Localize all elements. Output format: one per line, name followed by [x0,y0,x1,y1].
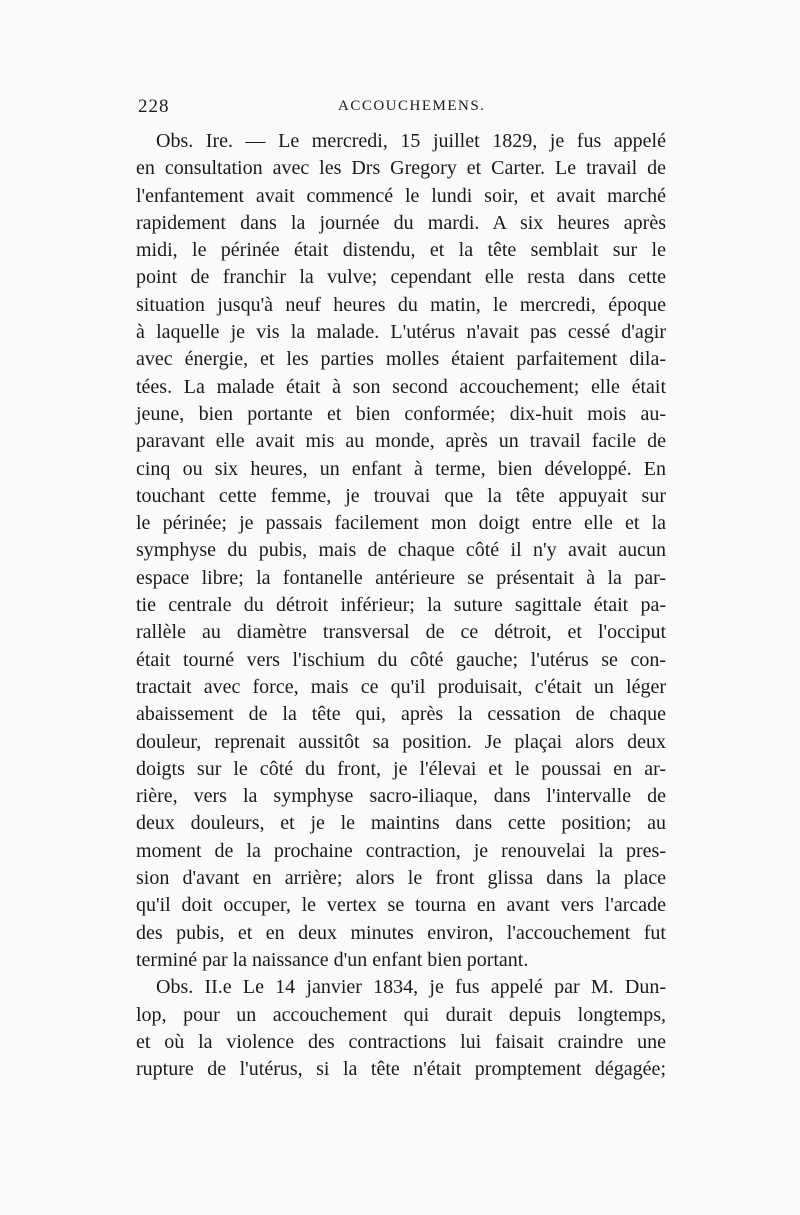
text-line: Obs. II.e Le 14 janvier 1834, je fus appelé par M. Dun- [156,976,666,999]
text-line: rallèle au diamètre transversal de ce détroit, et l'occiput [136,621,666,644]
text-line: était tourné vers l'ischium du côté gauche; l'utérus se con- [136,648,666,671]
text-line: terminé par la naissance d'un enfant bien portant. [136,948,529,971]
text-line: midi, le périnée était distendu, et la tête semblait sur le [136,239,666,262]
text-line: en consultation avec les Drs Gregory et Carter. Le travail de [136,157,666,180]
text-line: des pubis, et en deux minutes environ, l'accouchement fut [136,921,666,944]
text-line: tie centrale du détroit inférieur; la suture sagittale était pa- [136,594,666,617]
text-line: lop, pour un accouchement qui durait depuis longtemps, [136,1003,666,1026]
text-line: doigts sur le côté du front, je l'élevai et le poussai en ar- [136,757,666,780]
text-line: Obs. Ire. — Le mercredi, 15 juillet 1829, je fus appelé [156,130,666,152]
text-line: et où la violence des contractions lui faisait craindre une [136,1030,666,1053]
text-line: sion d'avant en arrière; alors le front glissa dans la place [136,867,666,890]
running-head: ACCOUCHEMENS. [338,98,486,114]
text-line: à laquelle je vis la malade. L'utérus n'avait pas cessé d'agir [136,321,666,344]
text-line: situation jusqu'à neuf heures du matin, le mercredi, époque [136,293,666,316]
text-line: rapidement dans la journée du mardi. A six heures après [136,211,666,234]
page-number: 228 [138,96,170,117]
page-header [138,96,668,118]
text-line: paravant elle avait mis au monde, après un travail facile de [136,430,666,453]
text-line: avec énergie, et les parties molles étaient parfaitement dila- [136,348,666,371]
text-line: espace libre; la fontanelle antérieure se présentait à la par- [136,566,666,589]
text-line: cinq ou six heures, un enfant à terme, bien développé. En [136,457,666,480]
text-line: l'enfantement avait commencé le lundi soir, et avait marché [136,184,666,207]
text-line: point de franchir la vulve; cependant elle resta dans cette [136,266,666,289]
text-line: symphyse du pubis, mais de chaque côté il n'y avait aucun [136,539,666,562]
text-line: douleur, reprenait aussitôt sa position. Je plaçai alors deux [136,730,666,753]
text-line: tées. La malade était à son second accouchement; elle était [136,375,666,398]
text-line: touchant cette femme, je trouvai que la tête appuyait sur [136,484,666,507]
text-line: jeune, bien portante et bien conformée; dix-huit mois au- [136,402,666,425]
text-line: qu'il doit occuper, le vertex se tourna en avant vers l'arcade [136,894,666,917]
text-line: le périnée; je passais facilement mon doigt entre elle et la [136,512,666,535]
text-line: rière, vers la symphyse sacro-iliaque, dans l'intervalle de [136,785,666,808]
body-text [136,128,666,1083]
text-line: moment de la prochaine contraction, je renouvelai la pres- [136,839,666,862]
text-line: deux douleurs, et je le maintins dans cette position; au [136,812,666,835]
text-line: rupture de l'utérus, si la tête n'était promptement dégagée; [136,1058,666,1081]
text-line: abaissement de la tête qui, après la cessation de chaque [136,703,666,726]
text-line: tractait avec force, mais ce qu'il produisait, c'était un léger [136,675,666,698]
